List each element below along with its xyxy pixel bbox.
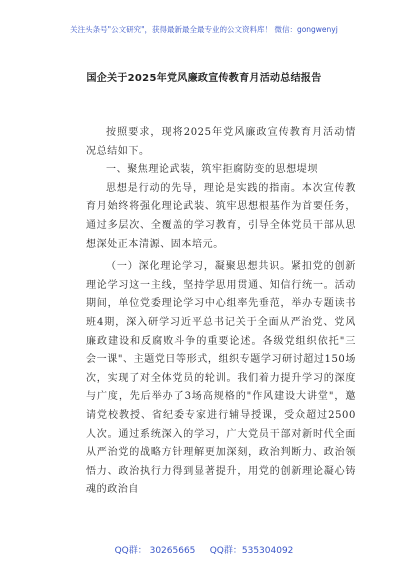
- header-promo-note: 关注头条号"公文研究"，获得最新最全最专业的公文资料库！ 微信：gongwenyj: [70, 25, 338, 34]
- section-heading-1: 一、聚焦理论武装，筑牢拒腐防变的思想堤坝: [106, 164, 318, 176]
- section-paragraph-1: 思想是行动的先导，理论是实践的指南。本次宣传教育月始终将强化理论武装、筑牢思想根基作为首要任务，通过多层次、全覆盖的学习教育，引导全体党员干部从思想深处正本清源、固本培元。: [86, 182, 356, 250]
- intro-paragraph: 按照要求，现将2025年党风廉政宣传教育月活动情况总结如下。: [86, 127, 356, 157]
- document-body: [86, 124, 356, 500]
- document-title: 国企关于2025年党风廉政宣传教育月活动总结报告: [86, 73, 322, 84]
- footer-qq-groups: QQ群： 30265665 QQ群：535304092: [114, 546, 294, 556]
- subsection-paragraph-1: （一）深化理论学习，凝聚思想共识。紧扣党的创新理论学习这一主线，坚持学思用贯通、知信行统一。活动期间，单位党委理论学习中心组率先垂范，举办专题读书班4期，深入研学习近平总书记关于全面从严治党、党风廉政建设和反腐败斗争的重要论述。各级党组织依托"三会一课"、主题党日等形式，组织专题学习研讨超过150场次，实现了对全体党员的轮训。我们着力提升学习的深度与广度，先后举办了3场高规格的"作风建设大讲堂"，邀请党校教授、省纪委专家进行辅导授课，受众超过2500人次。通过系统深入的学习，广大党员干部对新时代全面从严治党的战略方针理解更加深刻，政治判断力、政治领悟力、政治执行力得到显著提升，用党的创新理论凝心铸魂的政治自: [86, 261, 356, 496]
